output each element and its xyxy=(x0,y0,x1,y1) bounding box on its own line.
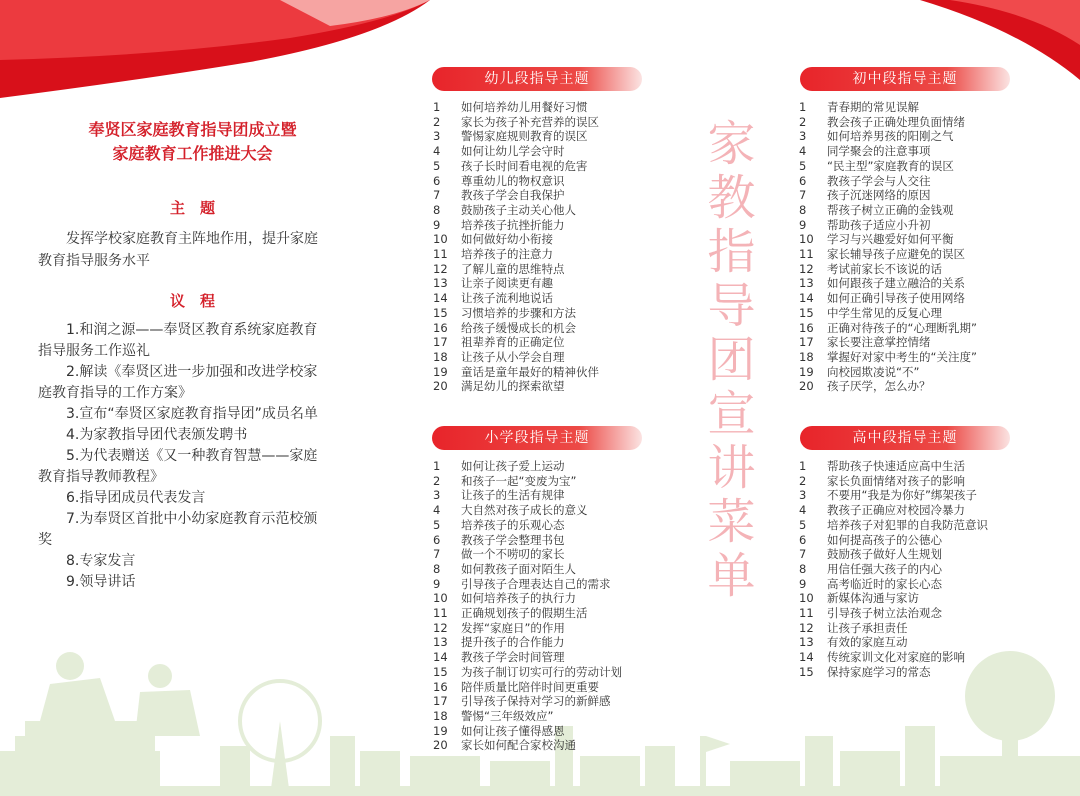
topic-text: 青春期的常见误解 xyxy=(827,100,919,114)
topic-item xyxy=(433,709,622,724)
topic-number: 8 xyxy=(433,202,441,217)
senior-topic-list xyxy=(799,459,988,680)
topic-item xyxy=(799,262,977,277)
topic-number: 20 xyxy=(799,379,814,394)
topic-number: 4 xyxy=(799,144,807,159)
topic-number: 11 xyxy=(433,606,448,621)
topic-text: 如何让孩子懂得感恩 xyxy=(461,723,565,738)
topic-number: 12 xyxy=(799,261,814,276)
topic-number: 14 xyxy=(799,291,814,306)
topic-number: 16 xyxy=(433,679,448,694)
topic-number: 5 xyxy=(799,158,807,173)
topic-text: 家长负面情绪对孩子的影响 xyxy=(827,473,965,488)
topic-item xyxy=(799,129,977,144)
topic-number: 12 xyxy=(433,620,448,635)
topic-number: 10 xyxy=(799,232,814,247)
topic-number: 4 xyxy=(433,503,441,518)
topic-item xyxy=(799,635,988,650)
topic-item xyxy=(433,724,622,739)
topic-item xyxy=(799,188,977,203)
topic-number: 1 xyxy=(799,459,807,473)
topic-text: 家长为孩子补充营养的误区 xyxy=(461,114,599,129)
topic-number: 20 xyxy=(433,738,448,753)
topic-number: 7 xyxy=(433,547,441,562)
agenda-item: 9.领导讲话 xyxy=(66,574,136,590)
topic-text: 掌握好对家中考生的“关注度” xyxy=(827,349,977,364)
topic-number: 8 xyxy=(433,561,441,576)
topic-number: 2 xyxy=(433,114,441,129)
topic-text: 如何做好幼小衔接 xyxy=(461,232,553,247)
topic-item xyxy=(433,680,622,695)
topic-item xyxy=(433,488,622,503)
topic-item xyxy=(433,379,599,394)
topic-item xyxy=(433,650,622,665)
topic-item xyxy=(799,365,977,380)
topic-item xyxy=(799,174,977,189)
topic-number: 1 xyxy=(433,100,441,114)
topic-item xyxy=(433,232,599,247)
agenda-item: 1.和润之源——奉贤区教育系统家庭教育指导服务工作巡礼 xyxy=(38,322,318,359)
topic-item xyxy=(799,100,977,115)
topic-text: 如何正确引导孩子使用网络 xyxy=(827,291,965,306)
topic-item xyxy=(433,518,622,533)
topic-number: 18 xyxy=(799,349,814,364)
topic-number: 6 xyxy=(799,173,807,188)
topic-text: 教孩子学会时间管理 xyxy=(461,650,565,665)
topic-item xyxy=(799,276,977,291)
topic-number: 9 xyxy=(799,576,807,591)
topic-text: 教孩子学会自我保护 xyxy=(461,188,565,203)
topic-number: 18 xyxy=(433,708,448,723)
topic-text: 鼓励孩子主动关心他人 xyxy=(461,202,576,217)
topic-text: 向校园欺凌说“不” xyxy=(827,364,920,379)
topic-text: 为孩子制订切实可行的劳动计划 xyxy=(461,664,622,679)
topic-number: 16 xyxy=(799,320,814,335)
event-title-line-1: 奉贤区家庭教育指导团成立暨 xyxy=(88,120,297,139)
topic-text: 警惕家庭规则教育的误区 xyxy=(461,129,588,144)
topic-number: 15 xyxy=(799,305,814,320)
topic-text: 如何培养男孩的阳刚之气 xyxy=(827,129,954,144)
topic-item xyxy=(799,474,988,489)
topic-text: 高考临近时的家长心态 xyxy=(827,576,942,591)
junior-section-title: 初中段指导主题 xyxy=(800,67,1010,91)
topic-number: 11 xyxy=(799,247,814,262)
topic-text: 如何让幼儿学会守时 xyxy=(461,144,565,159)
top-left-corner-decoration xyxy=(0,0,440,100)
theme-heading: 主 题 xyxy=(169,199,215,217)
agenda-item: 6.指导团成员代表发言 xyxy=(66,490,206,506)
topic-text: 如何跟孩子建立融洽的关系 xyxy=(827,276,965,291)
topic-number: 14 xyxy=(433,650,448,665)
topic-item xyxy=(433,100,599,115)
topic-item xyxy=(799,547,988,562)
topic-text: 教会孩子正确处理负面情绪 xyxy=(827,114,965,129)
topic-item xyxy=(799,518,988,533)
topic-text: 如何培养孩子的执行力 xyxy=(461,591,576,606)
topic-number: 8 xyxy=(799,202,807,217)
vertical-title: 家教指导团宣讲菜单 xyxy=(699,118,755,604)
topic-item xyxy=(799,291,977,306)
topic-text: 孩子厌学，怎么办？ xyxy=(827,379,931,394)
topic-number: 5 xyxy=(433,158,441,173)
topic-text: 家长要注意掌控情绪 xyxy=(827,335,931,350)
topic-number: 15 xyxy=(799,664,814,679)
topic-number: 15 xyxy=(433,664,448,679)
topic-item xyxy=(433,115,599,130)
event-title-line-2: 家庭教育工作推进大会 xyxy=(112,144,273,163)
topic-text: 培养孩子对犯罪的自我防范意识 xyxy=(827,517,988,532)
topic-item xyxy=(799,115,977,130)
topic-item xyxy=(433,188,599,203)
topic-text: 了解儿童的思维特点 xyxy=(461,261,565,276)
topic-text: 让孩子的生活有规律 xyxy=(461,488,565,503)
topic-text: 正确规划孩子的假期生活 xyxy=(461,606,588,621)
topic-number: 17 xyxy=(799,335,814,350)
topic-item xyxy=(433,474,622,489)
topic-item xyxy=(799,577,988,592)
topic-number: 19 xyxy=(433,723,448,738)
topic-number: 12 xyxy=(799,620,814,635)
topic-item xyxy=(433,738,622,753)
topic-item xyxy=(799,621,988,636)
topic-text: 培养孩子的注意力 xyxy=(461,247,553,262)
topic-number: 12 xyxy=(433,261,448,276)
topic-item xyxy=(433,247,599,262)
topic-text: 警惕“三年级效应” xyxy=(461,708,554,723)
primary-topic-list xyxy=(433,459,622,753)
topic-item xyxy=(799,606,988,621)
topic-text: 如何提高孩子的公德心 xyxy=(827,532,942,547)
topic-text: 发挥“家庭日”的作用 xyxy=(461,620,565,635)
topic-item xyxy=(433,562,622,577)
topic-text: 家长辅导孩子应避免的误区 xyxy=(827,247,965,262)
topic-number: 4 xyxy=(799,503,807,518)
topic-number: 13 xyxy=(799,635,814,650)
topic-number: 7 xyxy=(799,188,807,203)
agenda-item: 7.为奉贤区首批中小幼家庭教育示范校颁奖 xyxy=(38,511,318,548)
topic-text: 正确对待孩子的“心理断乳期” xyxy=(827,320,977,335)
agenda-item: 2.解读《奉贤区进一步加强和改进学校家庭教育指导的工作方案》 xyxy=(38,364,318,401)
topic-number: 10 xyxy=(433,232,448,247)
topic-item xyxy=(799,459,988,474)
topic-item xyxy=(433,144,599,159)
kindergarten-topic-list xyxy=(433,100,599,394)
topic-item xyxy=(433,174,599,189)
topic-number: 7 xyxy=(799,547,807,562)
topic-item xyxy=(433,694,622,709)
topic-item xyxy=(799,562,988,577)
topic-text: 孩子长时间看电视的危害 xyxy=(461,158,588,173)
topic-text: 考试前家长不该说的话 xyxy=(827,261,942,276)
topic-item xyxy=(433,262,599,277)
topic-number: 14 xyxy=(433,291,448,306)
agenda-heading: 议 程 xyxy=(169,292,215,310)
agenda-item: 8.专家发言 xyxy=(66,553,136,569)
agenda-item: 3.宣布“奉贤区家庭教育指导团”成员名单 xyxy=(66,406,318,422)
topic-item xyxy=(433,129,599,144)
topic-text: 学习与兴趣爱好如何平衡 xyxy=(827,232,954,247)
topic-number: 14 xyxy=(799,650,814,665)
topic-item xyxy=(799,488,988,503)
topic-item xyxy=(799,247,977,262)
topic-item xyxy=(799,665,988,680)
topic-text: 家长如何配合家校沟通 xyxy=(461,738,576,753)
topic-text: 提升孩子的合作能力 xyxy=(461,635,565,650)
topic-item xyxy=(433,321,599,336)
topic-text: 培养孩子的乐观心态 xyxy=(461,517,565,532)
topic-number: 1 xyxy=(799,100,807,114)
topic-text: 传统家训文化对家庭的影响 xyxy=(827,650,965,665)
topic-number: 19 xyxy=(433,364,448,379)
topic-number: 9 xyxy=(433,217,441,232)
topic-text: 帮助孩子适应小升初 xyxy=(827,217,931,232)
topic-item xyxy=(799,350,977,365)
topic-text: 习惯培养的步骤和方法 xyxy=(461,305,576,320)
topic-text: 和孩子一起“变废为宝” xyxy=(461,473,577,488)
topic-text: 童话是童年最好的精神伙伴 xyxy=(461,364,599,379)
topic-number: 4 xyxy=(433,144,441,159)
topic-item xyxy=(433,665,622,680)
topic-item xyxy=(433,503,622,518)
topic-number: 13 xyxy=(433,276,448,291)
topic-text: 满足幼儿的探索欲望 xyxy=(461,379,565,394)
theme-text: 发挥学校家庭教育主阵地作用，提升家庭教育指导服务水平 xyxy=(38,231,318,269)
topic-number: 10 xyxy=(799,591,814,606)
topic-number: 1 xyxy=(433,459,441,473)
topic-text: 陪伴质量比陪伴时间更重要 xyxy=(461,679,599,694)
topic-number: 13 xyxy=(799,276,814,291)
topic-number: 2 xyxy=(799,473,807,488)
topic-text: 中学生常见的反复心理 xyxy=(827,305,942,320)
topic-text: 让孩子承担责任 xyxy=(827,620,908,635)
topic-number: 15 xyxy=(433,305,448,320)
topic-number: 7 xyxy=(433,188,441,203)
topic-number: 3 xyxy=(433,488,441,503)
topic-text: 如何教孩子面对陌生人 xyxy=(461,561,576,576)
topic-item xyxy=(433,547,622,562)
topic-item xyxy=(433,459,622,474)
topic-number: 20 xyxy=(433,379,448,394)
topic-text: 大自然对孩子成长的意义 xyxy=(461,503,588,518)
topic-item xyxy=(799,203,977,218)
topic-text: 鼓励孩子做好人生规划 xyxy=(827,547,942,562)
topic-item xyxy=(433,335,599,350)
topic-text: 如何培养幼儿用餐好习惯 xyxy=(461,100,588,114)
topic-item xyxy=(799,503,988,518)
topic-number: 10 xyxy=(433,591,448,606)
topic-item xyxy=(799,159,977,174)
topic-item xyxy=(433,577,622,592)
topic-text: 引导孩子保持对学习的新鲜感 xyxy=(461,694,611,709)
topic-number: 2 xyxy=(433,473,441,488)
topic-text: 保持家庭学习的常态 xyxy=(827,664,931,679)
topic-item xyxy=(433,606,622,621)
topic-item xyxy=(433,621,622,636)
topic-text: 不要用“我是为你好”绑架孩子 xyxy=(827,488,977,503)
topic-item xyxy=(433,591,622,606)
topic-item xyxy=(433,218,599,233)
senior-section-title: 高中段指导主题 xyxy=(800,426,1010,450)
topic-text: 给孩子缓慢成长的机会 xyxy=(461,320,576,335)
topic-item xyxy=(433,276,599,291)
topic-item xyxy=(433,365,599,380)
topic-text: 引导孩子树立法治观念 xyxy=(827,606,942,621)
topic-text: 有效的家庭互动 xyxy=(827,635,908,650)
topic-text: 新媒体沟通与家访 xyxy=(827,591,919,606)
agenda-item: 5.为代表赠送《又一种教育智慧——家庭教育指导教师教程》 xyxy=(38,448,318,485)
topic-text: 教孩子学会整理书包 xyxy=(461,532,565,547)
topic-number: 9 xyxy=(433,576,441,591)
topic-text: 培养孩子抗挫折能力 xyxy=(461,217,565,232)
topic-number: 11 xyxy=(433,247,448,262)
topic-text: 祖辈养育的正确定位 xyxy=(461,335,565,350)
junior-topic-list xyxy=(799,100,977,394)
topic-number: 17 xyxy=(433,335,448,350)
topic-number: 6 xyxy=(433,173,441,188)
topic-text: 教孩子正确应对校园冷暴力 xyxy=(827,503,965,518)
topic-item xyxy=(433,203,599,218)
topic-item xyxy=(799,144,977,159)
topic-text: 用信任强大孩子的内心 xyxy=(827,561,942,576)
topic-item xyxy=(799,379,977,394)
topic-text: 帮助孩子快速适应高中生活 xyxy=(827,459,965,473)
topic-item xyxy=(799,533,988,548)
topic-item xyxy=(799,306,977,321)
topic-text: 让孩子从小学会自理 xyxy=(461,349,565,364)
topic-number: 11 xyxy=(799,606,814,621)
topic-item xyxy=(433,635,622,650)
topic-number: 16 xyxy=(433,320,448,335)
topic-number: 6 xyxy=(433,532,441,547)
topic-number: 5 xyxy=(799,517,807,532)
topic-item xyxy=(799,591,988,606)
topic-number: 3 xyxy=(433,129,441,144)
topic-text: 做一个不唠叨的家长 xyxy=(461,547,565,562)
topic-item xyxy=(799,232,977,247)
primary-section-title: 小学段指导主题 xyxy=(432,426,642,450)
topic-item xyxy=(433,306,599,321)
topic-number: 8 xyxy=(799,561,807,576)
topic-text: 如何让孩子爱上运动 xyxy=(461,459,565,473)
topic-number: 6 xyxy=(799,532,807,547)
kindergarten-section-title: 幼儿段指导主题 xyxy=(432,67,642,91)
topic-number: 2 xyxy=(799,114,807,129)
topic-text: 同学聚会的注意事项 xyxy=(827,144,931,159)
topic-number: 13 xyxy=(433,635,448,650)
topic-text: 尊重幼儿的物权意识 xyxy=(461,173,565,188)
topic-text: 引导孩子合理表达自己的需求 xyxy=(461,576,611,591)
topic-number: 19 xyxy=(799,364,814,379)
topic-text: 让亲子阅读更有趣 xyxy=(461,276,553,291)
topic-text: “民主型”家庭教育的误区 xyxy=(827,158,954,173)
topic-item xyxy=(799,335,977,350)
topic-text: 让孩子流利地说话 xyxy=(461,291,553,306)
topic-item xyxy=(433,350,599,365)
topic-text: 帮孩子树立正确的金钱观 xyxy=(827,202,954,217)
agenda-list xyxy=(38,320,323,593)
topic-item xyxy=(799,650,988,665)
topic-item xyxy=(433,291,599,306)
topic-text: 孩子沉迷网络的原因 xyxy=(827,188,931,203)
event-title xyxy=(20,118,365,166)
topic-number: 5 xyxy=(433,517,441,532)
topic-number: 17 xyxy=(433,694,448,709)
topic-item xyxy=(433,159,599,174)
topic-item xyxy=(799,321,977,336)
topic-number: 18 xyxy=(433,349,448,364)
topic-number: 3 xyxy=(799,129,807,144)
topic-text: 教孩子学会与人交往 xyxy=(827,173,931,188)
agenda-item: 4.为家教指导团代表颁发聘书 xyxy=(66,427,248,443)
topic-number: 9 xyxy=(799,217,807,232)
topic-item xyxy=(799,218,977,233)
topic-number: 3 xyxy=(799,488,807,503)
topic-item xyxy=(433,533,622,548)
